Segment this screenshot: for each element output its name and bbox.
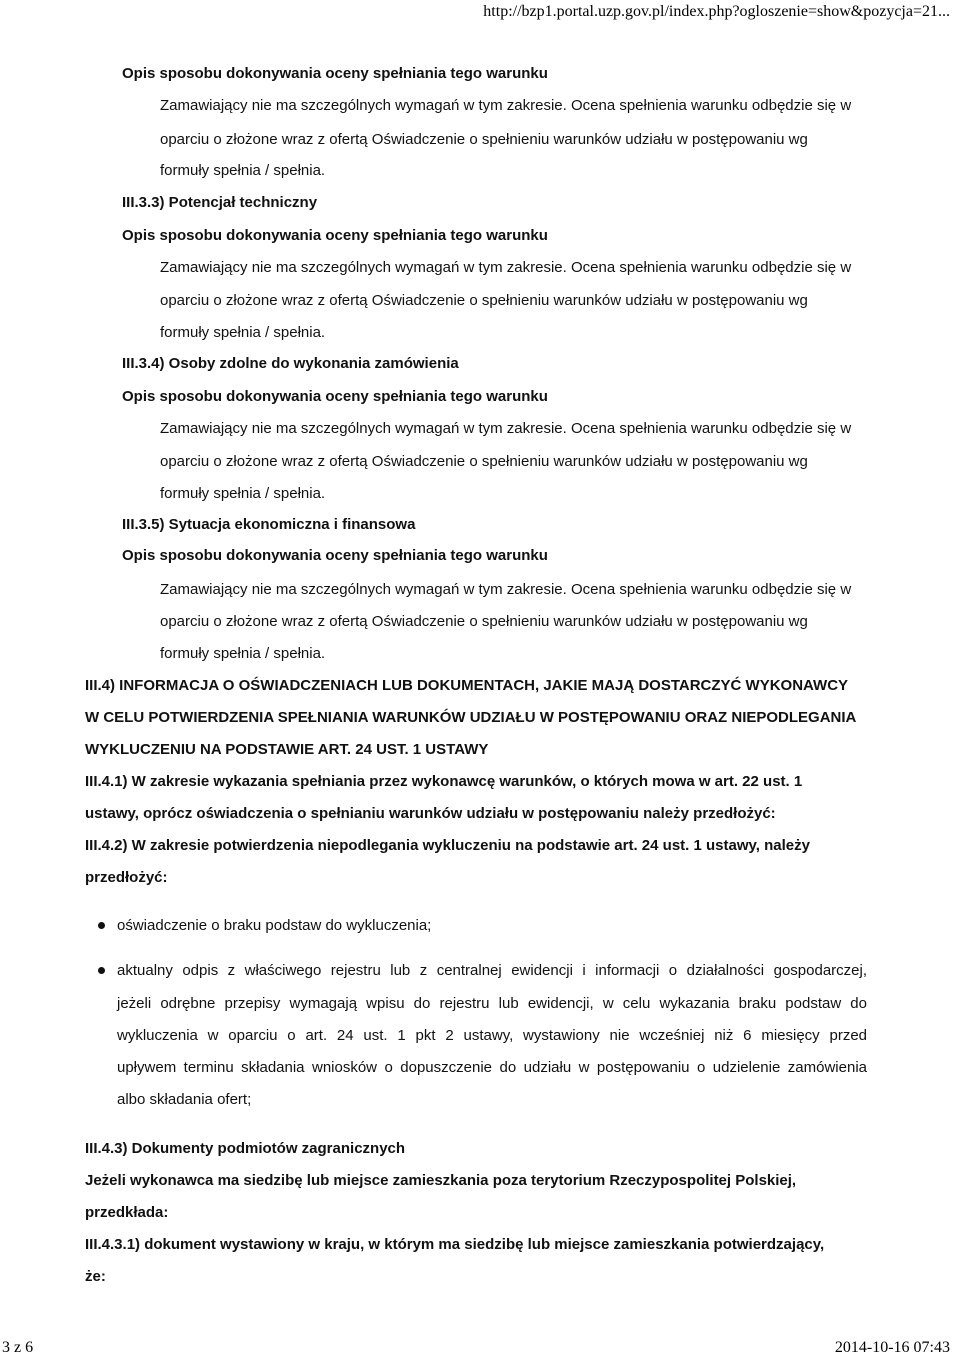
- list-item-cont: jeżeli odrębne przepisy wymagają wpisu do rejestru lub ewidencji, w celu wykazania braku podstaw do: [117, 995, 867, 1012]
- list-item-cont: albo składania ofert;: [117, 1091, 252, 1108]
- section-heading-iii-4-3: III.4.3) Dokumenty podmiotów zagranicznych: [85, 1140, 406, 1157]
- section-text-bold: Jeżeli wykonawca ma siedzibę lub miejsce zamieszkania poza terytorium Rzeczypospolitej Polskiej,: [85, 1172, 797, 1189]
- page-number: 3 z 6: [2, 1339, 34, 1356]
- list-item: oświadczenie o braku podstaw do wykluczenia;: [117, 917, 432, 934]
- section-heading-iii-3-5: III.3.5) Sytuacja ekonomiczna i finansowa: [122, 516, 416, 533]
- opis-heading: Opis sposobu dokonywania oceny spełniania tego warunku: [122, 388, 548, 405]
- bullet-icon: [98, 967, 105, 974]
- section-heading-iii-4-1: III.4.1) W zakresie wykazania spełniania przez wykonawcę warunków, o których mowa w art. 22 ust. 1: [85, 773, 803, 790]
- list-item-cont: upływem terminu składania wniosków o dopuszczenie do udziału w postępowaniu o udzielenie zamówienia: [117, 1059, 867, 1076]
- opis-text-line: Zamawiający nie ma szczególnych wymagań w tym zakresie. Ocena spełnienia warunku odbędzie się w: [160, 581, 852, 598]
- opis-heading: Opis sposobu dokonywania oceny spełniania tego warunku: [122, 547, 548, 564]
- section-heading-iii-4-cont: W CELU POTWIERDZENIA SPEŁNIANIA WARUNKÓW UDZIAŁU W POSTĘPOWANIU ORAZ NIEPODLEGANIA: [85, 709, 857, 726]
- opis-text-line: formuły spełnia / spełnia.: [160, 485, 326, 502]
- opis-text-line: formuły spełnia / spełnia.: [160, 645, 326, 662]
- opis-text-line: formuły spełnia / spełnia.: [160, 162, 326, 179]
- section-text-bold: przedkłada:: [85, 1204, 169, 1221]
- opis-text-line: Zamawiający nie ma szczególnych wymagań w tym zakresie. Ocena spełnienia warunku odbędzie się w: [160, 259, 852, 276]
- section-heading-iii-4-3-1: III.4.3.1) dokument wystawiony w kraju, w którym ma siedzibę lub miejsce zamieszkania potwierdzający,: [85, 1236, 825, 1253]
- opis-text-line: Zamawiający nie ma szczególnych wymagań w tym zakresie. Ocena spełnienia warunku odbędzie się w: [160, 97, 852, 114]
- opis-text-line: oparciu o złożone wraz z ofertą Oświadczenie o spełnieniu warunków udziału w postępowaniu wg: [160, 131, 808, 148]
- list-item: aktualny odpis z właściwego rejestru lub z centralnej ewidencji i informacji o działalności gospodarczej,: [117, 962, 867, 979]
- section-heading-iii-3-4: III.3.4) Osoby zdolne do wykonania zamówienia: [122, 355, 459, 372]
- page-url: http://bzp1.portal.uzp.gov.pl/index.php?ogloszenie=show&pozycja=21...: [483, 3, 950, 20]
- opis-heading: Opis sposobu dokonywania oceny spełniania tego warunku: [122, 65, 548, 82]
- section-heading-iii-4-1-cont: ustawy, oprócz oświadczenia o spełnianiu warunków udziału w postępowaniu należy przedłożyć:: [85, 805, 776, 822]
- section-heading-iii-4-2-cont: przedłożyć:: [85, 869, 168, 886]
- section-heading-iii-4: III.4) INFORMACJA O OŚWIADCZENIACH LUB DOKUMENTACH, JAKIE MAJĄ DOSTARCZYĆ WYKONAWCY: [85, 677, 849, 694]
- print-timestamp: 2014-10-16 07:43: [834, 1339, 950, 1356]
- opis-heading: Opis sposobu dokonywania oceny spełniania tego warunku: [122, 227, 548, 244]
- opis-text-line: oparciu o złożone wraz z ofertą Oświadczenie o spełnieniu warunków udziału w postępowaniu wg: [160, 613, 808, 630]
- opis-text-line: Zamawiający nie ma szczególnych wymagań w tym zakresie. Ocena spełnienia warunku odbędzie się w: [160, 420, 852, 437]
- section-heading-iii-4-3-1-cont: że:: [85, 1268, 106, 1285]
- opis-text-line: formuły spełnia / spełnia.: [160, 324, 326, 341]
- opis-text-line: oparciu o złożone wraz z ofertą Oświadczenie o spełnieniu warunków udziału w postępowaniu wg: [160, 292, 808, 309]
- section-heading-iii-4-2: III.4.2) W zakresie potwierdzenia niepodlegania wykluczeniu na podstawie art. 24 ust. 1 ustawy, należy: [85, 837, 810, 854]
- section-heading-iii-3-3: III.3.3) Potencjał techniczny: [122, 194, 318, 211]
- opis-text-line: oparciu o złożone wraz z ofertą Oświadczenie o spełnieniu warunków udziału w postępowaniu wg: [160, 453, 808, 470]
- section-heading-iii-4-cont: WYKLUCZENIU NA PODSTAWIE ART. 24 UST. 1 USTAWY: [85, 741, 489, 758]
- bullet-icon: [98, 922, 105, 929]
- list-item-cont: wykluczenia w oparciu o art. 24 ust. 1 pkt 2 ustawy, wystawiony nie wcześniej niż 6 miesięcy przed: [117, 1027, 867, 1044]
